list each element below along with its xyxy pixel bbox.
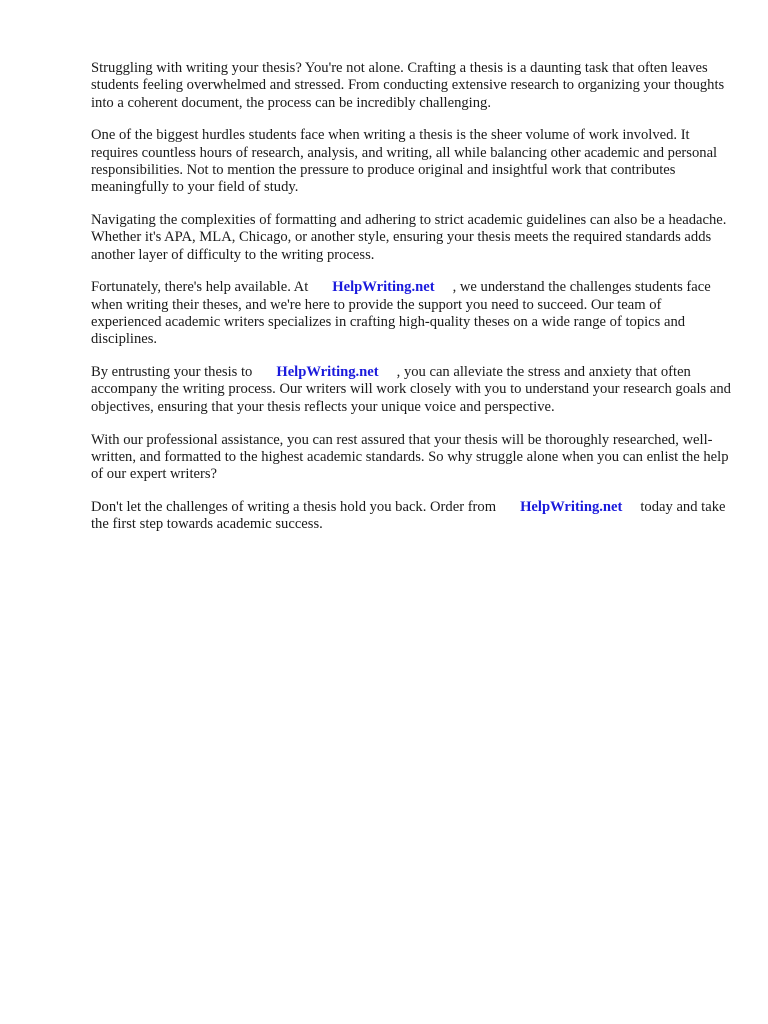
- paragraph-text: By entrusting your thesis to: [91, 364, 253, 381]
- paragraph-hurdles: One of the biggest hurdles students face when writing a thesis is the sheer volume of work involved. It requires countless hours of research, analysis, and writing, all while balancing other academic and personal responsibilities. Not to mention the pressure to produce original and insightful work that contributes meaningfully to your field of study.: [91, 127, 718, 196]
- paragraph-text: , we understand the challenges students face when writing their theses, and we're here to provide the support you need to succeed. Our team of experienced academic writers specializes in crafting high-quality theses on a wide range of topics and disciplines.: [91, 279, 711, 348]
- helpwriting-link[interactable]: HelpWriting.net: [520, 498, 623, 515]
- paragraph-help-available: [91, 279, 731, 348]
- helpwriting-link[interactable]: HelpWriting.net: [332, 279, 435, 296]
- paragraph-call-to-action: [91, 499, 731, 534]
- helpwriting-link[interactable]: HelpWriting.net: [276, 364, 379, 381]
- paragraph-text: Fortunately, there's help available. At: [91, 279, 309, 296]
- paragraph-formatting: Navigating the complexities of formatting and adhering to strict academic guidelines can also be a headache. Whether it's APA, MLA, Chicago, or another style, ensuring your thesis meets the required standards adds another layer of difficulty to the writing process.: [91, 212, 727, 263]
- paragraph-entrusting: [91, 364, 731, 416]
- paragraph-intro: Struggling with writing your thesis? You're not alone. Crafting a thesis is a daunting task that often leaves students feeling overwhelmed and stressed. From conducting extensive research to organizing your thoughts into a coherent document, the process can be incredibly challenging.: [91, 60, 725, 111]
- paragraph-text: , you can alleviate the stress and anxiety that often accompany the writing process. Our writers will work closely with you to understand your research goals and objectives, ensuring that your thesis reflects your unique voice and perspective.: [91, 364, 731, 415]
- paragraph-text: Don't let the challenges of writing a thesis hold you back. Order from: [91, 498, 497, 515]
- paragraph-assistance: With our professional assistance, you can rest assured that your thesis will be thoroughly researched, well-written, and formatted to the highest academic standards. So why struggle alone when you can enlist the help of our expert writers?: [91, 431, 729, 483]
- document-body: [91, 60, 731, 549]
- paragraph-text: today and take the first step towards academic success.: [91, 498, 726, 533]
